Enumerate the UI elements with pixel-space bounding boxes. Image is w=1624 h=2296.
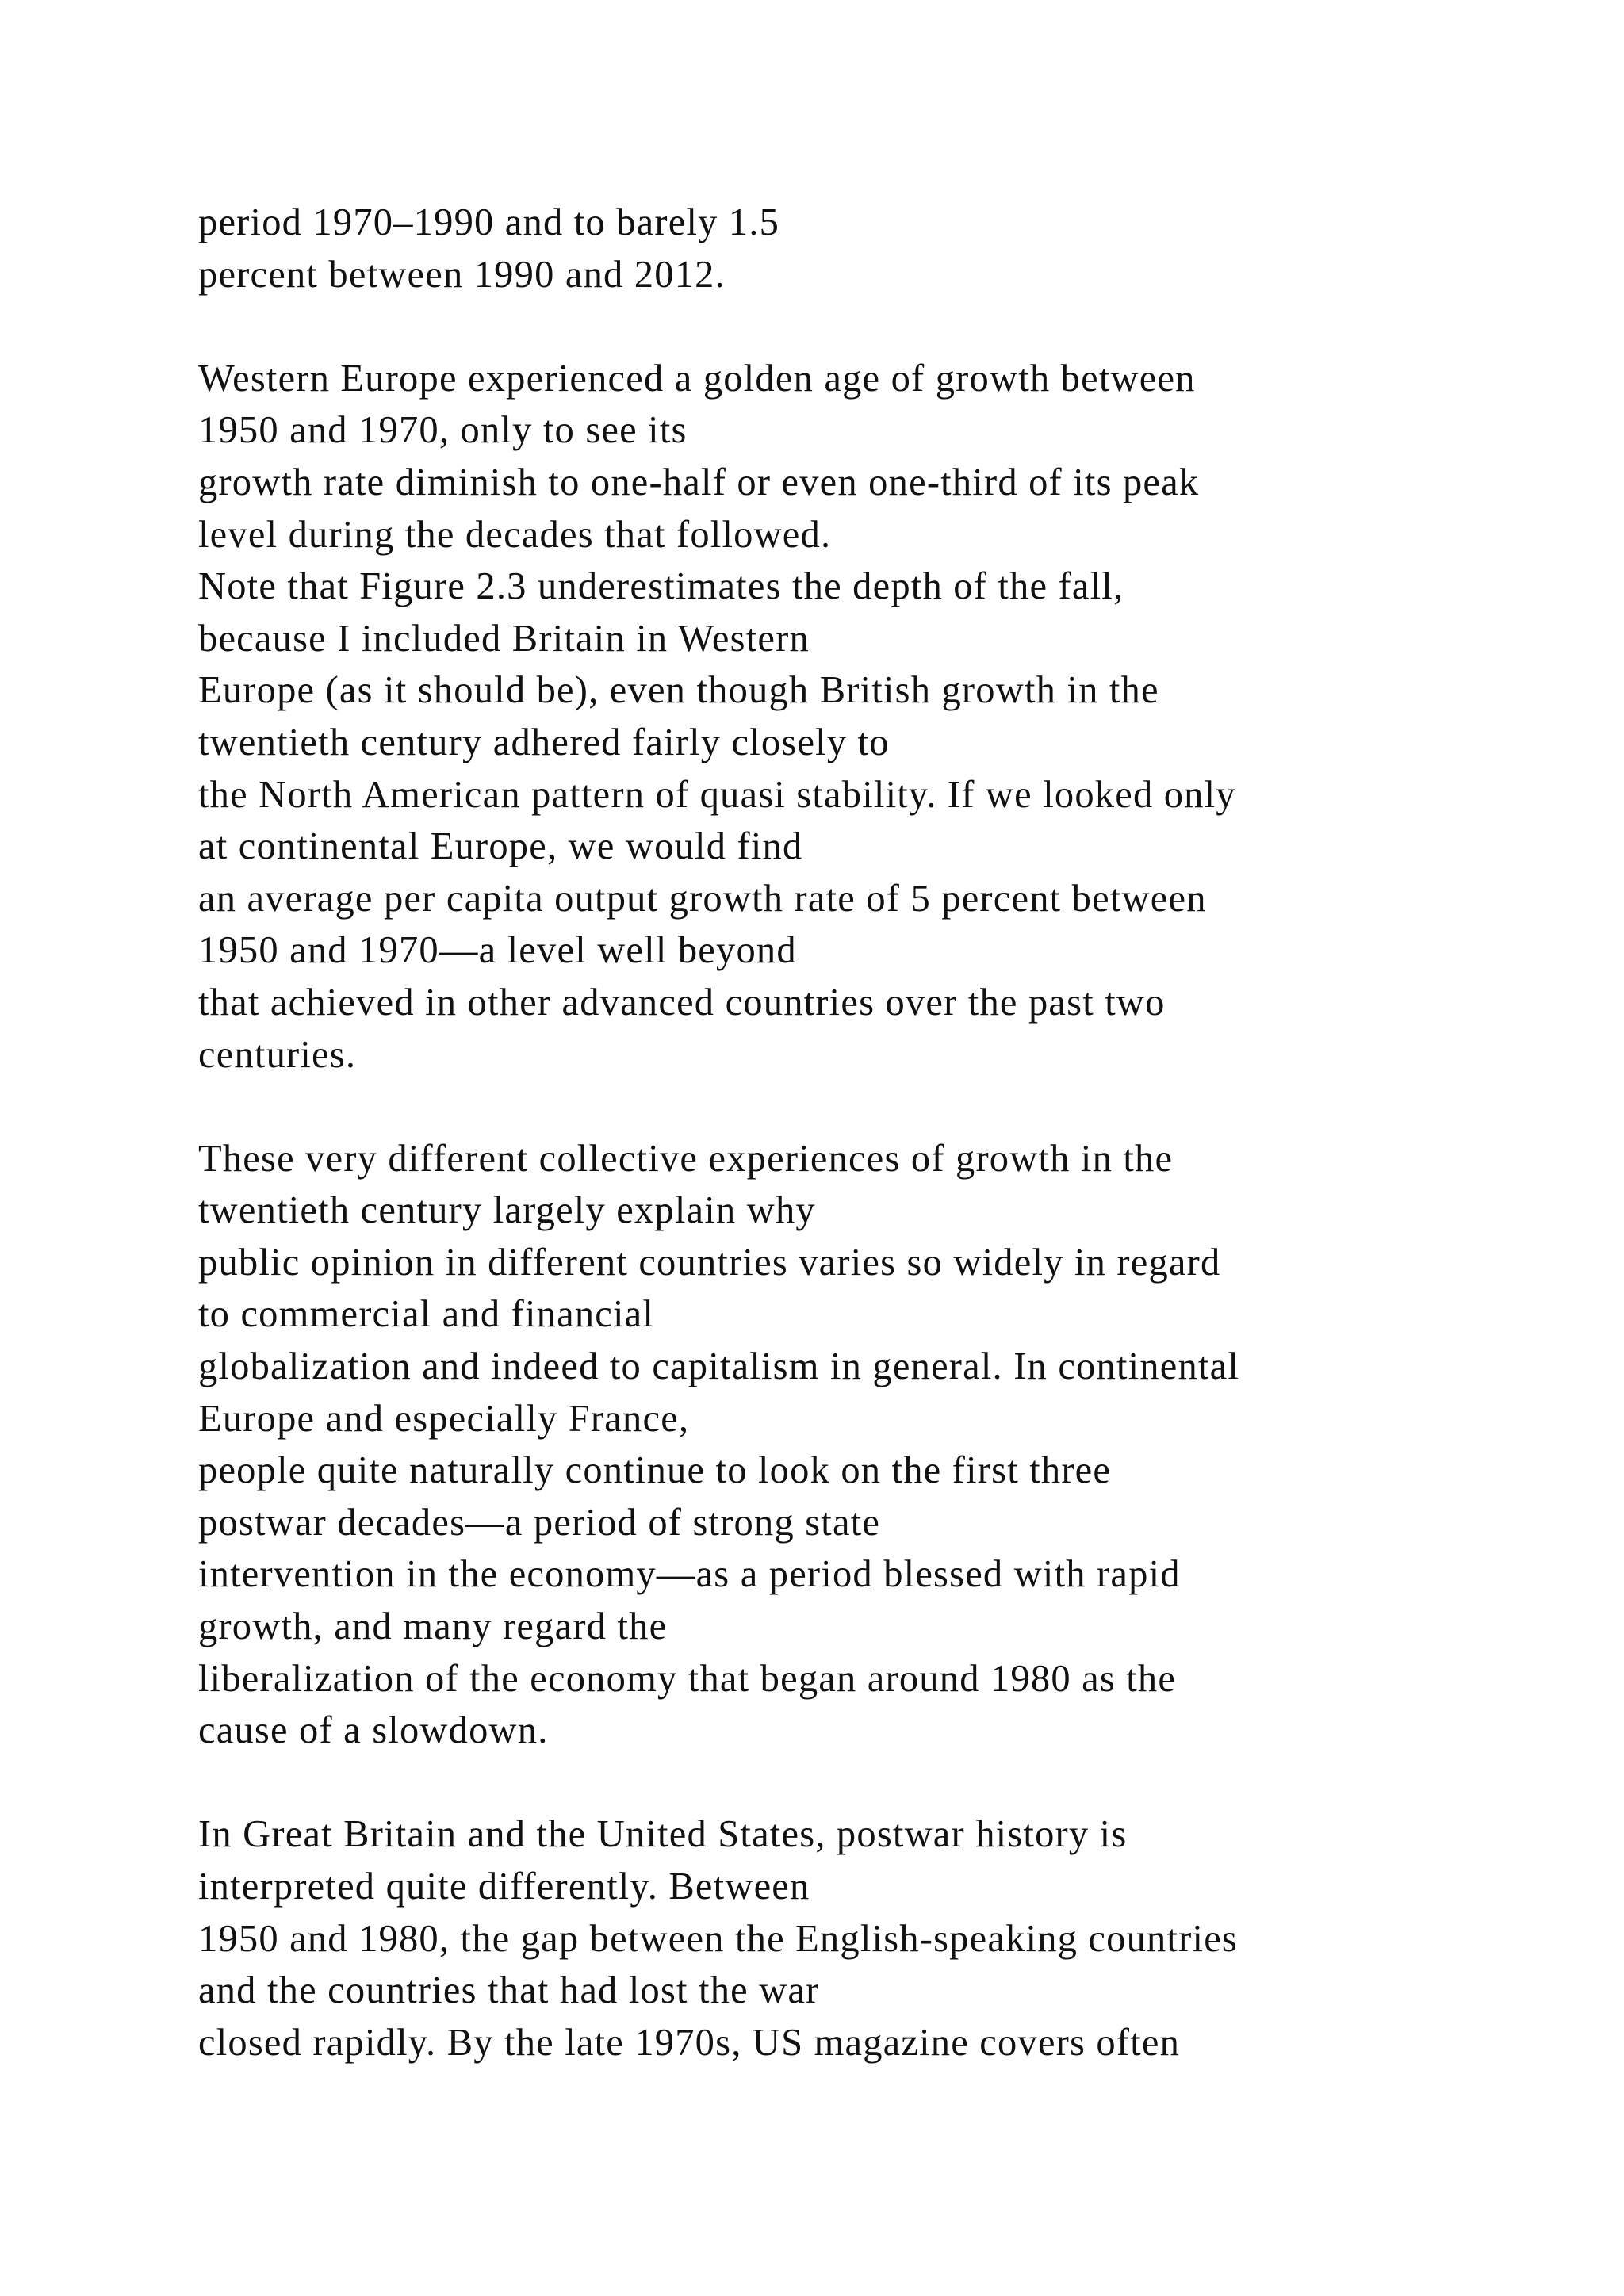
text-line: cause of a slowdown. [198, 1709, 549, 1752]
text-line: the North American pattern of quasi stability. If we looked only [198, 773, 1236, 816]
text-line: Note that Figure 2.3 underestimates the depth of the fall, [198, 565, 1124, 608]
text-line: people quite naturally continue to look on the first three [198, 1449, 1112, 1492]
paragraph-gap [198, 1757, 1594, 1809]
text-line: level during the decades that followed. [198, 513, 832, 556]
text-line: Western Europe experienced a golden age of growth between [198, 357, 1196, 400]
text-line: public opinion in different countries varies so widely in regard [198, 1241, 1221, 1284]
text-line: In Great Britain and the United States, postwar history is [198, 1813, 1128, 1856]
paragraph-gap [198, 300, 1594, 353]
text-line: twentieth century largely explain why [198, 1189, 816, 1232]
paragraph [198, 197, 1594, 300]
text-line: These very different collective experiences of growth in the [198, 1137, 1174, 1180]
body-text [198, 197, 1594, 2068]
paragraph [198, 1808, 1594, 2068]
text-line: and the countries that had lost the war [198, 1969, 820, 2012]
text-line: intervention in the economy—as a period blessed with rapid [198, 1553, 1181, 1596]
text-line: at continental Europe, we would find [198, 825, 803, 868]
paragraph-gap [198, 1081, 1594, 1133]
text-line: because I included Britain in Western [198, 617, 810, 660]
text-line: 1950 and 1970—a level well beyond [198, 929, 797, 972]
text-line: Europe (as it should be), even though British growth in the [198, 669, 1159, 712]
paragraph [198, 353, 1594, 1081]
text-line: 1950 and 1980, the gap between the English-speaking countries [198, 1917, 1238, 1960]
text-line: interpreted quite differently. Between [198, 1866, 810, 1908]
text-line: percent between 1990 and 2012. [198, 253, 726, 296]
text-line: postwar decades—a period of strong state [198, 1501, 881, 1544]
text-line: globalization and indeed to capitalism in general. In continental [198, 1345, 1239, 1388]
text-line: centuries. [198, 1033, 357, 1076]
text-line: period 1970–1990 and to barely 1.5 [198, 201, 780, 243]
text-line: liberalization of the economy that began around 1980 as the [198, 1657, 1177, 1700]
text-line: growth, and many regard the [198, 1605, 668, 1648]
text-line: twentieth century adhered fairly closely to [198, 721, 890, 763]
text-line: closed rapidly. By the late 1970s, US magazine covers often [198, 2021, 1181, 2064]
text-line: growth rate diminish to one-half or even one-third of its peak [198, 461, 1200, 503]
text-line: that achieved in other advanced countries over the past two [198, 981, 1166, 1024]
text-line: an average per capita output growth rate of 5 percent between [198, 877, 1207, 920]
text-line: to commercial and financial [198, 1293, 655, 1336]
text-line: Europe and especially France, [198, 1397, 690, 1440]
text-line: 1950 and 1970, only to see its [198, 409, 688, 452]
paragraph [198, 1133, 1594, 1757]
